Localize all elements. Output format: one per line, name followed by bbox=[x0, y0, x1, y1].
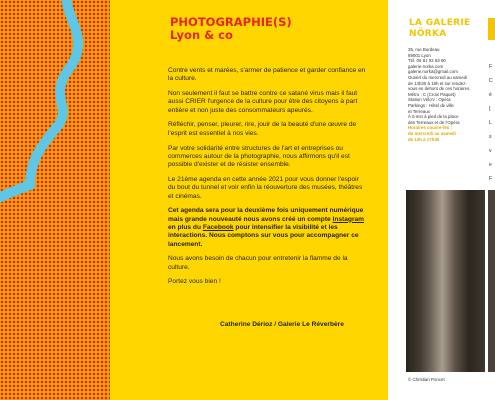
gallery-hours-line-3: vous en dehors de ces horaires. bbox=[408, 86, 471, 92]
gallery-hours-line-2: de 14h30 à 19h et sur rendez- bbox=[408, 80, 467, 86]
next-letter: L bbox=[489, 120, 492, 126]
gallery-address-city: 69001 Lyon bbox=[408, 52, 431, 58]
next-page-title-fragment bbox=[488, 18, 495, 40]
paragraph-6-part-c: pour intensifier la visibilité et les interactions. Nous comptons sur vous pour accompagner ce lancement. bbox=[168, 223, 359, 248]
paragraph-6-part-b: en plus du bbox=[168, 223, 203, 231]
next-letter: F bbox=[489, 176, 493, 182]
paragraph-8: Portez vous bien ! bbox=[168, 278, 221, 286]
gallery-hours-line-1: Ouvert du mercredi au samedi bbox=[408, 74, 468, 80]
gallery-parkings-2: et Terreaux bbox=[408, 108, 430, 114]
next-page-photo-fragment bbox=[488, 190, 495, 372]
paragraph-4: Par votre solidarité entre structures de l'art et entreprises ou commerces autour de la photographie, nous affirmons qu'il est possible d'exister et de résister ensemble. bbox=[168, 144, 350, 169]
gallery-title bbox=[409, 18, 471, 40]
next-letter: é bbox=[489, 92, 492, 98]
gallery-address-street: 35, rue Burdeau bbox=[408, 47, 440, 52]
gallery-website-link[interactable]: galerie-norka.com bbox=[408, 63, 444, 69]
gallery-info bbox=[408, 47, 488, 142]
paragraph-6 bbox=[168, 207, 366, 248]
gallery-phone: Tél. 06 81 02 63 90 bbox=[408, 58, 446, 64]
paragraph-1: Contre vents et marées, s'armer de patience et garder confiance en la culture. bbox=[168, 67, 366, 83]
paragraph-5: Le 21ème agenda en cette année 2021 pour vous donner l'espoir du bout du tunnel et voir enfin la réouverture des musées, théâtres et cinémas. bbox=[168, 175, 363, 200]
gallery-velov: Station Vélo'v : Opéra bbox=[408, 97, 451, 103]
gallery-page bbox=[388, 0, 495, 400]
editorial-page bbox=[110, 0, 388, 400]
facebook-link[interactable]: Facebook bbox=[202, 223, 234, 231]
gallery-access-2: des Terreaux et de l'Opéra bbox=[408, 119, 460, 125]
gallery-access-1: À 5 min à pied de la place bbox=[408, 114, 459, 120]
paragraph-3: Réfléchir, penser, pleurer, rire, jouir de la beauté d'une œuvre de l'esprit est essentiel à nos vies. bbox=[168, 121, 357, 137]
paragraph-2: Non seulement il faut se battre contre ce satané virus mais il faut aussi CRIER l'urgence de la culture pour être des citoyens à part entière et non juste des consommateurs apeurés. bbox=[168, 90, 358, 114]
editorial-title bbox=[170, 16, 292, 42]
curfew-hours-days: du mercredi au samedi bbox=[408, 130, 456, 136]
next-letter: s bbox=[489, 134, 492, 140]
paragraph-6-part-a: Cet agenda sera pour la deuxième fois uniquement numérique mais grande nouveauté nous avons créé un compte bbox=[168, 207, 364, 223]
title-line-2: Lyon & co bbox=[170, 28, 233, 42]
next-letter: [ bbox=[489, 106, 491, 112]
next-letter: e bbox=[489, 162, 492, 168]
halftone-pattern-panel bbox=[0, 0, 110, 400]
curfew-hours-times: de 12h à 17h30 bbox=[408, 136, 440, 142]
gallery-photo bbox=[406, 190, 485, 372]
next-letter: v bbox=[489, 148, 492, 154]
curfew-hours-label: Horaires couvre-feu : bbox=[408, 125, 453, 131]
next-letter: C bbox=[489, 78, 493, 84]
gallery-email-link[interactable]: galerie.norka@gmail.com bbox=[408, 69, 458, 75]
gallery-title-line-1: LA GALERIE bbox=[409, 18, 471, 28]
signature: Catherine Dérioz / Galerie Le Réverbère bbox=[220, 321, 344, 328]
photo-credit: © Christian Poncet bbox=[408, 377, 445, 382]
blue-stripe-graphic bbox=[0, 0, 110, 400]
next-page-text-fragment bbox=[489, 60, 493, 186]
paragraph-7: Nous avons besoin de chacun pour entretenir la flamme de la culture. bbox=[168, 255, 348, 271]
instagram-link[interactable]: Instagram bbox=[332, 215, 365, 223]
gallery-title-line-2: NÖRKA bbox=[409, 29, 447, 39]
title-line-1: PHOTOGRAPHIE(S) bbox=[170, 15, 292, 29]
gallery-metro: Métro : C (Croix Paquet) bbox=[408, 91, 456, 97]
editorial-body bbox=[168, 67, 366, 293]
gallery-parkings: Parkings : Hôtel de ville bbox=[408, 102, 454, 108]
next-letter: F bbox=[489, 64, 493, 70]
